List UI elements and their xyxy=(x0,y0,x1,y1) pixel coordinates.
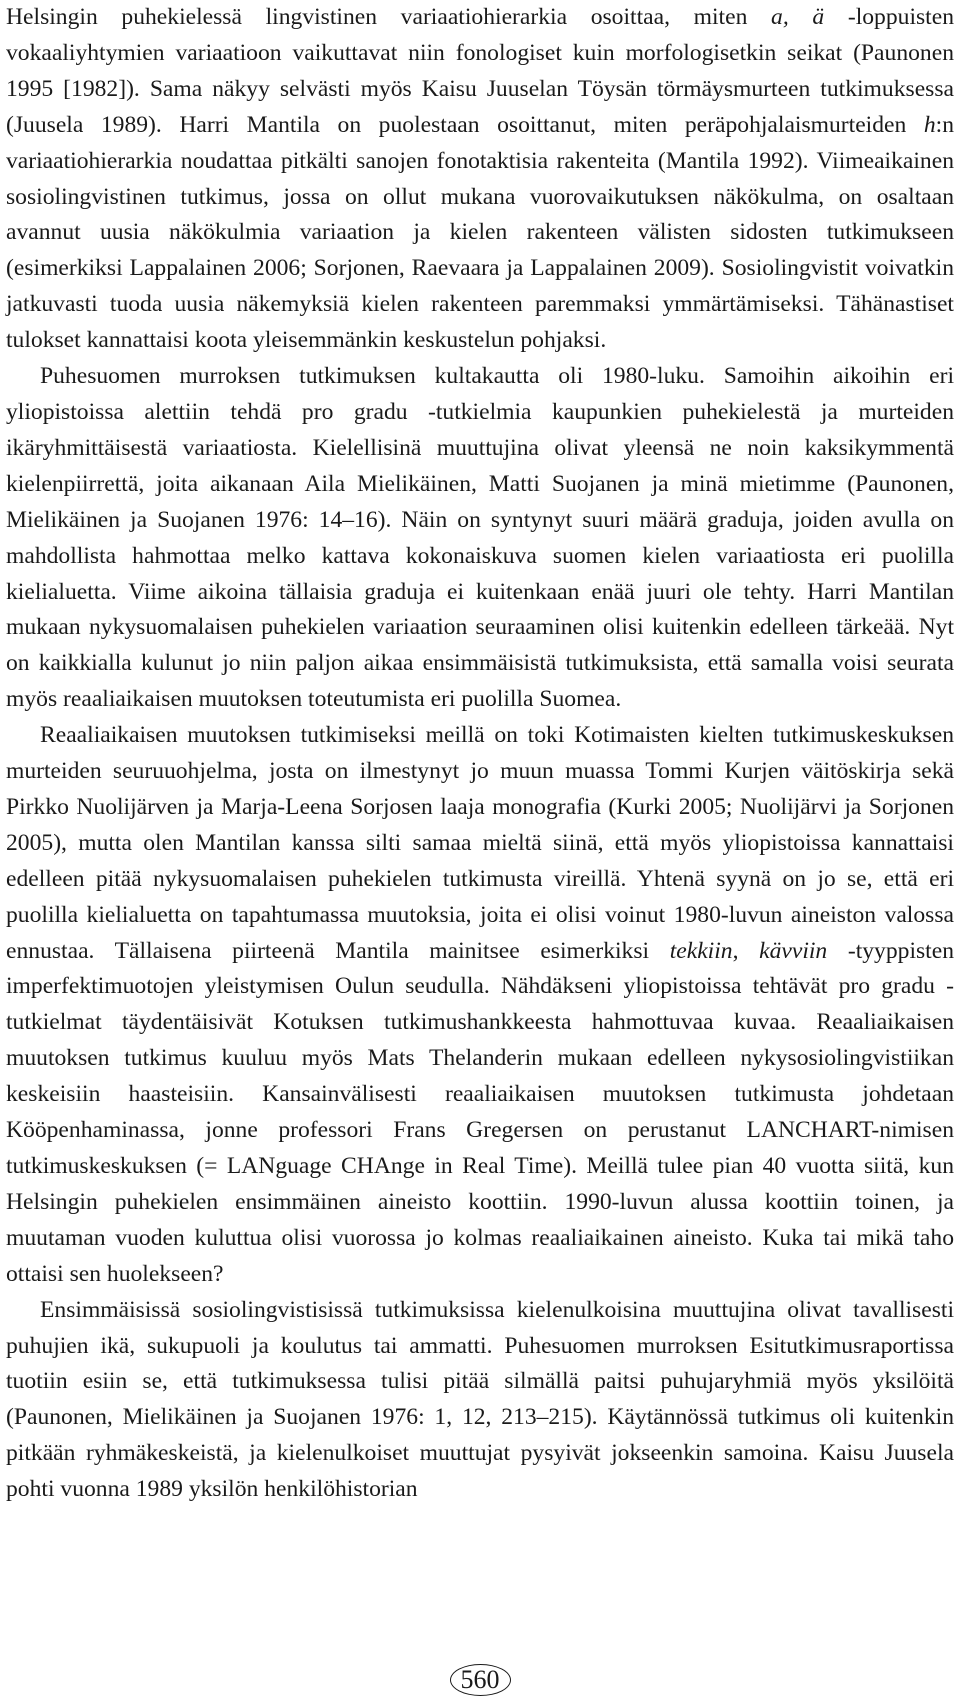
paragraph-2 xyxy=(6,359,954,718)
italic-text-run: kävviin xyxy=(759,937,828,964)
text-run: Puhesuomen murroksen tutkimuksen kultakautta oli 1980-luku. Samoihin aikoihin eri yliopistoissa alettiin tehdä pro gradu -tutkielmia kaupunkien puhekielestä ja murteiden ikäryhmittäisestä variaatiosta. Kielellisinä muuttujina olivat yleensä ne noin kaksikymmentä kielenpiirrettä, joita aikanaan Aila Mielikäinen, Matti Suojanen ja minä mietimme (Paunonen, Mielikäinen ja Suojanen 1976: 14–16). Näin on syntynyt suuri määrä graduja, joiden avulla on mahdollista hahmottaa melko kattava kokonaiskuva suomen kielen variaatiosta eri puolilla kielialuetta. Viime aikoina tällaisia graduja ei kuitenkaan enää juuri ole tehty. Harri Mantilan mukaan nykysuomalaisen puhekielen variaation seuraaminen olisi kuitenkin edelleen tärkeää. Nyt on kaikkialla kulunut jo niin paljon aikaa ensimmäisistä tutkimuksista, että samalla voisi seurata myös reaaliaikaisen muutoksen toteutumista eri puolilla Suomea. xyxy=(6,363,954,713)
italic-text-run: a, ä xyxy=(771,4,825,30)
text-run: -loppuisten vokaaliyhtymien variaatioon vaikuttavat niin fonologiset kuin morfologisetkin seikat (Paunonen 1995 [1982]). Sama näkyy selvästi myös Kaisu Juuselan Töysän törmäysmurteen tutkimuksessa (Juusela 1989). Harri Mantila on puolestaan osoittanut, miten peräpohjalaismurteiden xyxy=(6,4,955,138)
paragraph-3 xyxy=(6,718,954,1293)
text-run: -tyyppisten imperfektimuotojen yleistymisen Oulun seudulla. Nähdäkseni yliopistoissa tehtävät pro gradu -tutkielmat täydentäisivät Kotuksen tutkimushankkeesta hahmottuvaa kuvaa. Reaaliaikaisen muutoksen tutkimus kuuluu myös Mats Thelanderin mukaan edelleen nykysosiolingvistiikan keskeisiin haasteisiin. Kansainvälisesti reaaliaikaisen muutoksen tutkimusta johdetaan Kööpenhaminassa, jonne professori Frans Gregersen on perustanut LANCHART-nimisen tutkimuskeskuksen (= LANguage CHAnge in Real Time). Meillä tulee pian 40 vuotta siitä, kun Helsingin puhekielen ensimmäinen aineisto koottiin. 1990-luvun alussa koottiin toinen, ja muutaman vuoden kuluttua olisi vuorossa jo kolmas reaaliaikainen aineisto. Kuka tai mikä taho ottaisi sen huolekseen? xyxy=(6,937,955,1287)
italic-text-run: tekkiin xyxy=(669,937,733,964)
text-run: , xyxy=(732,937,760,964)
text-run: Ensimmäisissä sosiolingvistisissä tutkimuksissa kielenulkoisina muuttujina olivat tavallisesti puhujien ikä, sukupuoli ja koulutus tai ammatti. Puhesuomen murroksen Esitutkimusraportissa tuotiin esiin se, että tutkimuksessa tulisi pitää silmällä paitsi puhujaryhmiä myös yksilöitä (Paunonen, Mielikäinen ja Suojanen 1976: 1, 12, 213–215). Käytännössä tutkimus oli kuitenkin pitkään ryhmäkeskeistä, ja kielenulkoiset muuttujat pysyivät jokseenkin samoina. Kaisu Juusela pohti vuonna 1989 yksilön henkilöhistorian xyxy=(6,1296,954,1503)
page-footer xyxy=(0,1664,960,1696)
text-run: Helsingin puhekielessä lingvistinen variaatiohierarkia osoittaa, miten xyxy=(6,4,772,30)
paragraph-1 xyxy=(6,0,954,359)
body-text xyxy=(6,0,954,1508)
text-run: Reaaliaikaisen muutoksen tutkimiseksi meillä on toki Kotimaisten kielten tutkimuskeskuksen murteiden seuruuohjelma, josta on ilmestynyt jo muun muassa Tommi Kurjen väitöskirja sekä Pirkko Nuolijärven ja Marja-Leena Sorjosen laaja monografia (Kurki 2005; Nuolijärvi ja Sorjonen 2005), mutta olen Mantilan kanssa silti samaa mieltä siinä, että myös yliopistoissa kannattaisi edelleen pitää nykysuomalaisen puhekielen tutkimusta vireillä. Yhtenä syynä on jo se, että eri puolilla kielialuetta on tapahtumassa muutoksia, joita ei olisi voinut 1980-luvun aineiston valossa ennustaa. Tällaisena piirteenä Mantila mainitsee esimerkiksi xyxy=(6,722,954,964)
italic-text-run: h xyxy=(923,111,936,138)
text-run: :n variaatiohierarkia noudattaa pitkälti sanojen fonotaktisia rakenteita (Mantila 1992). Viimeaikainen sosiolingvistinen tutkimus, jossa on ollut mukana vuorovaikutuksen näkökulma, on osaltaan avannut uusia näkökulmia variaation ja kielen rakenteen välisten sidosten tutkimukseen (esimerkiksi Lappalainen 2006; Sorjonen, Raevaara ja Lappalainen 2009). Sosiolingvistit voivatkin jatkuvasti tuoda uusia näkemyksiä kielen rakenteen paremmaksi ymmärtämiseksi. Tähänastiset tulokset kannattaisi koota yleisemmänkin keskustelun pohjaksi. xyxy=(6,111,954,354)
paragraph-4 xyxy=(6,1293,954,1508)
page-number: 560 xyxy=(450,1664,511,1696)
